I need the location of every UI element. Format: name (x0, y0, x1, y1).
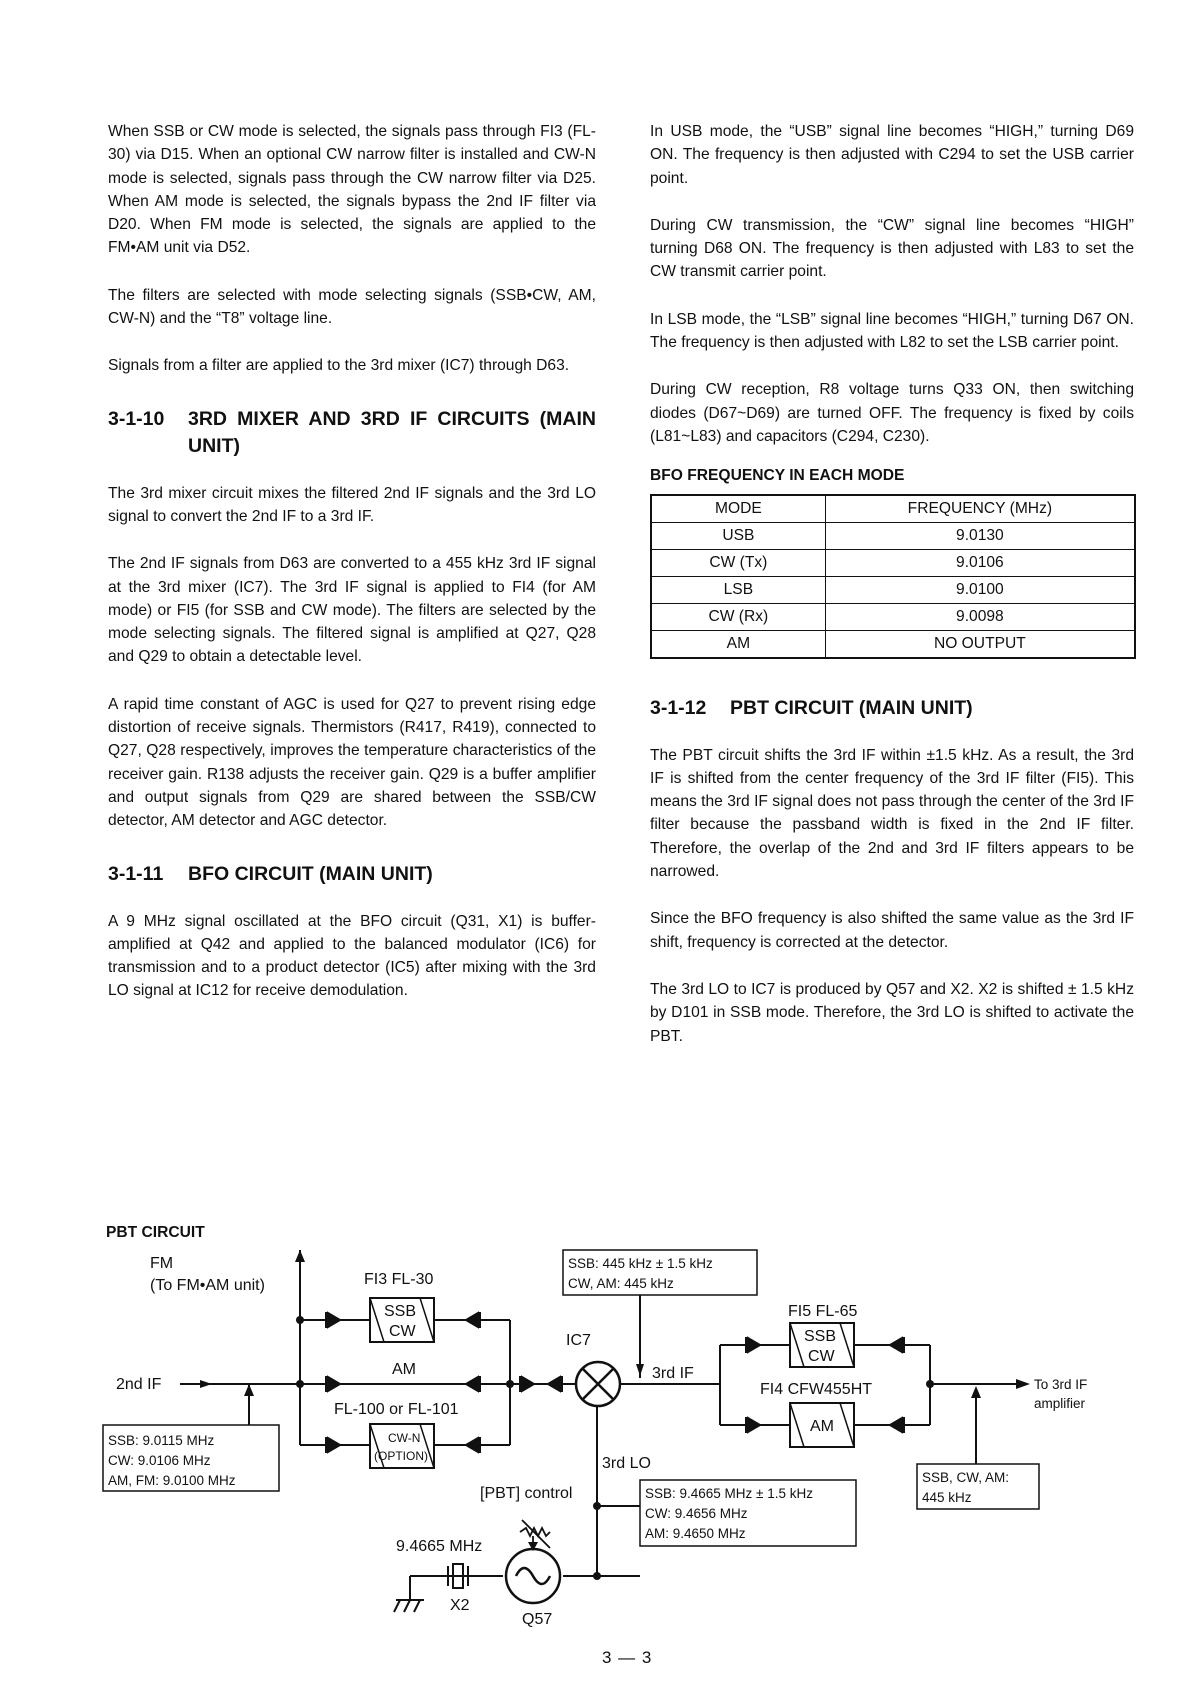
fl100-label: FL-100 or FL-101 (334, 1401, 459, 1418)
ssb-label: SSB (804, 1328, 837, 1345)
section-number: 3-1-12 (650, 696, 707, 719)
page-number: 3 — 3 (602, 1648, 653, 1667)
left-column (108, 120, 596, 1027)
table-row (651, 576, 1135, 603)
paragraph: A rapid time constant of AGC is used for Q27 to prevent rising edge distortion of receive signals. Thermistors (R417, R419), connected to Q27, Q28 respectively, improves the temperature characteristics of the receiver gain. R138 adjusts the receiver gain. Q29 is a buffer amplifier and output signals from Q29 are shared between the SSB/CW detector, AM detector and AGC detector. (108, 695, 596, 830)
left-box-line: CW: 9.0106 MHz (108, 1453, 211, 1468)
table-cell: 9.0100 (825, 576, 1135, 603)
third-lo-label: 3rd LO (602, 1455, 651, 1472)
ssb-label: SSB (384, 1303, 417, 1320)
bfo-frequency-table (650, 494, 1136, 659)
fm-label: FM (150, 1255, 174, 1272)
pbt-control-label: [PBT] control (480, 1485, 573, 1502)
option-label: (OPTION) (374, 1449, 428, 1463)
column-header: FREQUENCY (MHz) (825, 495, 1135, 523)
paragraph: The filters are selected with mode selecting signals (SSB•CW, AM, CW-N) and the “T8” voltage line. (108, 286, 596, 328)
table-cell: CW (Tx) (651, 549, 825, 576)
table-cell: CW (Rx) (651, 603, 825, 630)
table-row (651, 549, 1135, 576)
section-heading-3-1-11 (108, 861, 596, 888)
section-number: 3-1-10 (108, 407, 165, 430)
paragraph: During CW transmission, the “CW” signal line becomes “HIGH” turning D68 ON. The frequency is then adjusted with L83 to set the CW transmit carrier point. (650, 216, 1134, 281)
column-header: MODE (651, 495, 825, 523)
third-if-label: 3rd IF (652, 1365, 694, 1382)
table-cell: 9.0106 (825, 549, 1135, 576)
paragraph: During CW reception, R8 voltage turns Q33 ON, then switching diodes (D67~D69) are turned OFF. The frequency is fixed by coils (L81~L83) and capacitors (C294, C230). (650, 381, 1134, 445)
output-label: amplifier (1034, 1396, 1086, 1411)
section-heading-3-1-10 (108, 406, 596, 460)
section-title: 3RD MIXER AND 3RD IF CIRCUITS (MAIN UNIT) (188, 407, 596, 457)
fm-sublabel: (To FM•AM unit) (150, 1277, 265, 1294)
ic7-label: IC7 (566, 1332, 591, 1349)
left-box-line: SSB: 9.0115 MHz (108, 1433, 215, 1448)
crystal-frequency-label: 9.4665 MHz (396, 1538, 483, 1555)
cw-n-label: CW-N (388, 1431, 421, 1445)
diagram-title: PBT CIRCUIT (106, 1224, 205, 1241)
paragraph: A 9 MHz signal oscillated at the BFO circuit (Q31, X1) is buffer-amplified at Q42 and applied to the balanced modulator (IC6) for transmission and to a product detector (IC5) after mixing with the 3rd LO signal at IC12 for receive demodulation. (108, 912, 596, 1000)
cw-label: CW (808, 1348, 835, 1365)
table-header-row (651, 495, 1135, 523)
table-cell: 9.0130 (825, 522, 1135, 549)
pbt-circuit-diagram (0, 1230, 1191, 1640)
x2-label: X2 (450, 1597, 470, 1614)
paragraph: Since the BFO frequency is also shifted the same value as the 3rd IF shift, frequency is corrected at the detector. (650, 910, 1134, 951)
section-title: PBT CIRCUIT (MAIN UNIT) (730, 696, 973, 719)
section-heading-3-1-12 (650, 695, 1134, 722)
table-cell: NO OUTPUT (825, 630, 1135, 658)
table-title: BFO FREQUENCY IN EACH MODE (650, 467, 905, 485)
fi4-label: FI4 CFW455HT (760, 1381, 873, 1398)
lo-box-line: SSB: 9.4665 MHz ± 1.5 kHz (645, 1486, 813, 1501)
ground-icon (394, 1600, 420, 1612)
cw-label: CW (389, 1323, 416, 1340)
table-cell: AM (651, 630, 825, 658)
paragraph: The PBT circuit shifts the 3rd IF within ±1.5 kHz. As a result, the 3rd IF is shifted from the center frequency of the 3rd IF filter (FI5). This means the 3rd IF signal does not pass through the center of the 3rd IF filter because the passband width is fixed in the 2nd IF filter. Therefore, the overlap of the 2nd and 3rd IF filters appears to be narrowed. (650, 746, 1134, 881)
input-label: 2nd IF (116, 1376, 162, 1393)
table-cell: LSB (651, 576, 825, 603)
top-box-line: CW, AM: 445 kHz (568, 1276, 674, 1291)
left-box-line: AM, FM: 9.0100 MHz (108, 1473, 236, 1488)
table-row (651, 630, 1135, 658)
paragraph: In LSB mode, the “LSB” signal line becomes “HIGH,” turning D67 ON. The frequency is then adjusted with L82 to set the LSB carrier point. (650, 310, 1134, 352)
table-row (651, 603, 1135, 630)
am-label: AM (810, 1418, 834, 1435)
section-number: 3-1-11 (108, 862, 164, 885)
am-label: AM (392, 1361, 416, 1378)
lo-box-line: AM: 9.4650 MHz (645, 1526, 746, 1541)
fi5-label: FI5 FL-65 (788, 1303, 858, 1320)
paragraph: The 3rd mixer circuit mixes the filtered 2nd IF signals and the 3rd LO signal to convert the 2nd IF to a 3rd IF. (108, 484, 596, 525)
section-title: BFO CIRCUIT (MAIN UNIT) (188, 862, 433, 885)
paragraph: The 2nd IF signals from D63 are converted to a 455 kHz 3rd IF signal at the 3rd mixer (IC7). The 3rd IF signal is applied to FI4 (for AM mode) or FI5 (for SSB and CW mode). The filters are selected by the mode selecting signals. The filtered signal is amplified at Q27, Q28 and Q29 to obtain a detectable level. (108, 555, 596, 666)
right-box-line: 445 kHz (922, 1490, 972, 1505)
top-box-line: SSB: 445 kHz ± 1.5 kHz (568, 1256, 713, 1271)
paragraph: The 3rd LO to IC7 is produced by Q57 and X2. X2 is shifted ± 1.5 kHz by D101 in SSB mode. Therefore, the 3rd LO is shifted to activate the PBT. (650, 980, 1134, 1045)
table-cell: 9.0098 (825, 603, 1135, 630)
output-label: To 3rd IF (1034, 1377, 1088, 1392)
lo-box-line: CW: 9.4656 MHz (645, 1506, 748, 1521)
table-row (651, 522, 1135, 549)
paragraph: In USB mode, the “USB” signal line becomes “HIGH,” turning D69 ON. The frequency is then adjusted with C294 to set the USB carrier point. (650, 123, 1134, 187)
right-box-line: SSB, CW, AM: (922, 1470, 1010, 1485)
table-cell: USB (651, 522, 825, 549)
paragraph: When SSB or CW mode is selected, the signals pass through FI3 (FL-30) via D15. When an optional CW narrow filter is installed and CW-N mode is selected, signals pass through the CW narrow filter via D25. When AM mode is selected, the signals bypass the 2nd IF filter via D20. When FM mode is selected, the signals are applied to the FM•AM unit via D52. (108, 123, 596, 257)
q57-label: Q57 (522, 1611, 553, 1628)
fi3-label: FI3 FL-30 (364, 1271, 434, 1288)
right-column (650, 120, 1134, 1072)
paragraph: Signals from a filter are applied to the 3rd mixer (IC7) through D63. (108, 357, 570, 375)
